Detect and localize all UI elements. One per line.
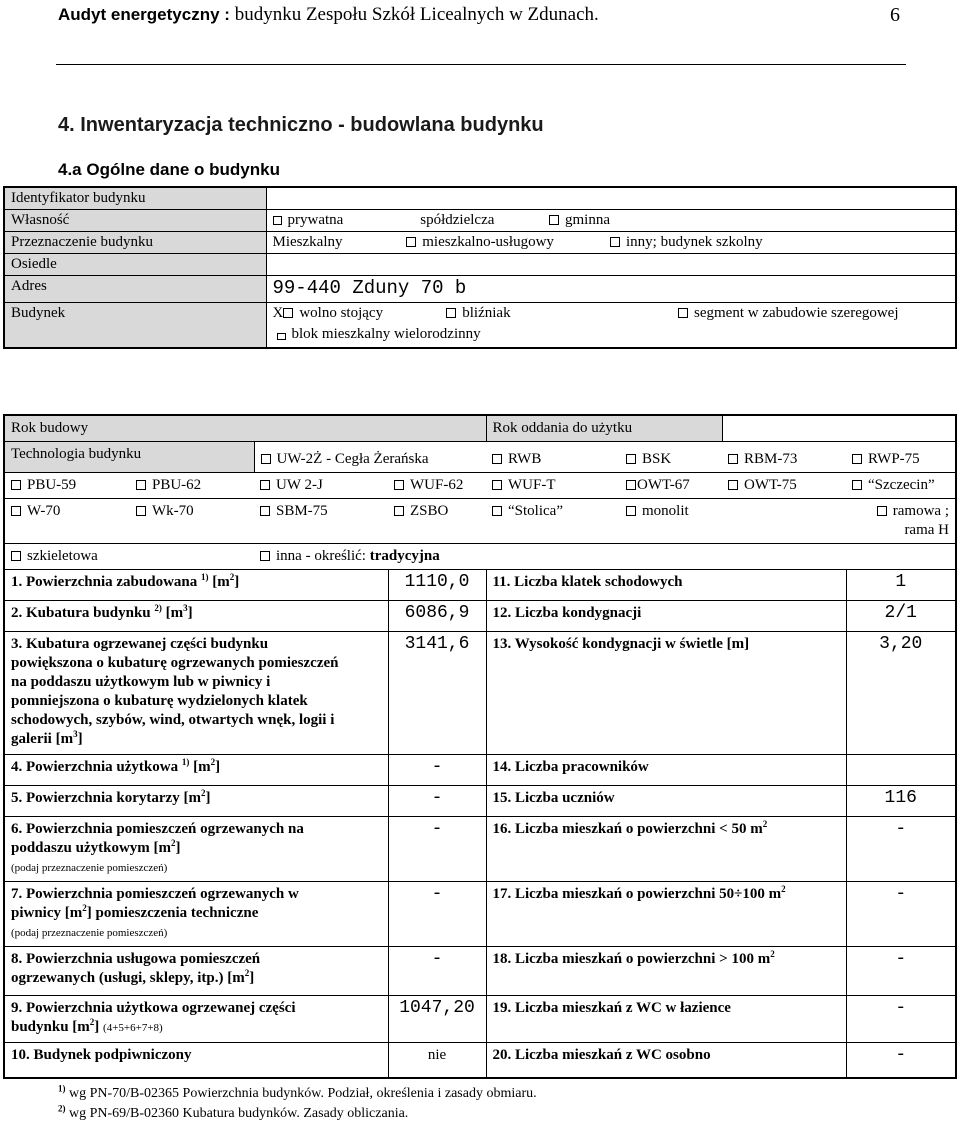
param-right-cell [486, 996, 846, 1043]
checkbox-icon[interactable] [446, 308, 456, 318]
param-unit-exponent: 2 [244, 968, 250, 978]
checkbox-icon[interactable] [11, 506, 21, 516]
param-right-exponent: 2 [762, 819, 768, 829]
checkbox-icon[interactable] [728, 454, 738, 464]
tech-opt [4, 473, 130, 499]
tech-opt-label: ramowa ; rama H [892, 503, 949, 538]
technical-data-table [3, 414, 957, 1079]
tech-opt-label: WUF-T [508, 477, 556, 493]
param-value-cell [388, 947, 486, 996]
param-right-value: 2/1 [884, 603, 917, 623]
checkbox-icon[interactable] [136, 506, 146, 516]
param-right-label: 19. Liczba mieszkań z WC w łazience [492, 1000, 731, 1016]
param-right-cell [486, 817, 846, 882]
checkbox-icon[interactable] [626, 454, 636, 464]
param-value: - [431, 788, 443, 808]
checkbox-icon[interactable] [260, 551, 270, 561]
option-inny: inny; budynek szkolny [626, 234, 763, 250]
tech-opt [486, 499, 620, 544]
checkbox-icon[interactable] [852, 480, 862, 490]
param-left-cell [4, 947, 388, 996]
param-left-cell [4, 996, 388, 1043]
param-value: - [431, 884, 443, 904]
param-unit-end: ] [234, 574, 240, 590]
selected-mark: X [272, 305, 284, 321]
footnote-mark: 2) [58, 1103, 66, 1114]
param-note: (podaj przeznaczenie pomieszczeń) [11, 927, 168, 939]
tech-opt [846, 499, 956, 544]
checkbox-icon[interactable] [11, 480, 21, 490]
param-row [4, 570, 956, 601]
checkbox-icon[interactable] [492, 454, 502, 464]
param-row [4, 996, 956, 1043]
checkbox-icon[interactable] [277, 333, 286, 340]
param-unit-exponent: 2 [82, 903, 87, 913]
param-unit-end: ] [215, 759, 221, 775]
tech-opt-label: inna - określić: [276, 548, 366, 564]
label-adres: Adres [4, 276, 266, 303]
tech-opt [4, 499, 130, 544]
param-unit-exponent: 2 [89, 1017, 95, 1027]
checkbox-icon[interactable] [273, 216, 282, 225]
tech-opt-label: W-70 [27, 503, 61, 519]
value-przeznaczenie [266, 232, 956, 254]
param-right-value-cell [846, 996, 956, 1043]
param-right-value: - [895, 949, 907, 969]
param-label: 1. Powierzchnia zabudowana [11, 574, 198, 590]
tech-opt-label: monolit [642, 503, 689, 519]
param-footnote-ref: 2) [154, 603, 162, 613]
param-footnote-ref: 1) [201, 572, 209, 582]
param-right-value-cell [846, 601, 956, 632]
value-osiedle [266, 254, 956, 276]
param-right-value: - [895, 998, 907, 1018]
param-unit-exponent: 2 [200, 788, 206, 798]
checkbox-icon[interactable] [11, 551, 21, 561]
tech-opt-label: szkieletowa [27, 548, 98, 564]
param-left-cell [4, 570, 388, 601]
tech-opt-bsk [620, 442, 722, 473]
param-value-cell [388, 601, 486, 632]
tech-opt-label: PBU-62 [152, 477, 202, 493]
tech-opt [388, 473, 486, 499]
checkbox-icon[interactable] [394, 480, 404, 490]
tech-opt-rwp75 [846, 442, 956, 473]
checkbox-icon[interactable] [877, 506, 887, 516]
tech-opt-label: RWB [508, 451, 542, 467]
param-right-label: 17. Liczba mieszkań o powierzchni 50÷100 m [492, 886, 782, 902]
option-blizniak: bliźniak [462, 305, 511, 321]
param-value-cell [388, 882, 486, 947]
tech-opt-label: BSK [642, 451, 672, 467]
param-right-value-cell [846, 947, 956, 996]
param-left-cell [4, 882, 388, 947]
param-right-value: - [895, 819, 907, 839]
param-right-value: 3,20 [879, 634, 923, 654]
checkbox-icon[interactable] [610, 237, 620, 247]
param-left-cell [4, 817, 388, 882]
tech-opt [4, 544, 254, 570]
checkbox-icon[interactable] [136, 480, 146, 490]
param-unit-exponent: 2 [229, 572, 235, 582]
param-label: 10. Budynek podpiwniczony [11, 1047, 192, 1063]
label-rok-budowy: Rok budowy [4, 415, 486, 442]
header-title: budynku Zespołu Szkół Licealnych w Zdunach. [234, 4, 599, 25]
param-note: (4+5+6+7+8) [103, 1022, 163, 1034]
checkbox-icon[interactable] [394, 506, 404, 516]
param-right-value-cell [846, 786, 956, 817]
param-value-cell [388, 755, 486, 786]
label-osiedle: Osiedle [4, 254, 266, 276]
value-adres [266, 276, 956, 303]
label-rok-oddania: Rok oddania do użytku [486, 415, 722, 442]
option-wolno-stojacy: wolno stojący [299, 305, 384, 321]
tech-opt [620, 499, 846, 544]
tech-opt-rbm73 [722, 442, 846, 473]
tech-opt-label: RBM-73 [744, 451, 798, 467]
param-unit-exponent: 3 [183, 603, 188, 613]
param-right-value-cell [846, 570, 956, 601]
section-subheading: 4.a Ogólne dane o budynku [58, 160, 280, 179]
checkbox-icon[interactable] [852, 454, 862, 464]
param-value: 3141,6 [404, 634, 470, 654]
param-value: - [431, 757, 443, 777]
param-right-value: - [895, 1045, 907, 1065]
param-unit: [m [161, 605, 184, 621]
param-unit-exponent: 2 [210, 757, 216, 767]
value-wlasnosc [266, 210, 956, 232]
param-left-cell [4, 601, 388, 632]
param-row [4, 882, 956, 947]
tech-opt-label: OWT-67 [637, 477, 690, 493]
footnote-mark: 1) [58, 1083, 66, 1094]
checkbox-icon[interactable] [549, 215, 559, 225]
param-row [4, 786, 956, 817]
param-value-cell [388, 817, 486, 882]
tech-opt-label: RWP-75 [868, 451, 920, 467]
param-value-cell [388, 996, 486, 1043]
param-right-value: - [895, 884, 907, 904]
checkbox-icon[interactable] [260, 480, 270, 490]
param-unit-exponent: 3 [73, 729, 78, 739]
param-right-cell [486, 786, 846, 817]
param-left-cell [4, 1043, 388, 1079]
footnote-2 [58, 1103, 409, 1122]
param-unit-end: ] pomieszczenia techniczne [86, 905, 259, 921]
param-unit: [m [189, 759, 211, 775]
param-right-cell [486, 882, 846, 947]
label-technologia: Technologia budynku [4, 442, 254, 473]
param-footnote-ref: 1) [181, 757, 190, 767]
label-wlasnosc: Własność [4, 210, 266, 232]
param-label: 9. Powierzchnia użytkowa ogrzewanej części budynku [m [11, 1000, 296, 1035]
param-value: - [431, 949, 443, 969]
value-budynek [266, 303, 956, 349]
address-value: 99-440 Zduny 70 b [272, 277, 467, 299]
tech-opt [388, 499, 486, 544]
tech-opt [846, 473, 956, 499]
tech-opt [130, 473, 254, 499]
option-segment: segment w zabudowie szeregowej [694, 305, 899, 321]
value-identyfikator [266, 187, 956, 210]
option-blok: blok mieszkalny wielorodzinny [291, 326, 481, 342]
param-left-cell [4, 632, 388, 755]
param-value: 6086,9 [404, 603, 470, 623]
checkbox-icon[interactable] [261, 454, 271, 464]
param-right-value-cell [846, 882, 956, 947]
param-row [4, 817, 956, 882]
param-right-cell [486, 601, 846, 632]
checkbox-icon[interactable] [492, 480, 502, 490]
param-right-value-cell [846, 1043, 956, 1079]
tech-opt-label: PBU-59 [27, 477, 77, 493]
checkbox-icon[interactable] [406, 237, 416, 247]
param-label: 3. Kubatura ogrzewanej części budynku powiększona o kubaturę ogrzewanych pomieszczeń na poddaszu użytkowym lub w piwnicy i pomniejszona o kubaturę wydzielonych klatek schodowych, szybów, wind, otwartych wnęk, logii i galerii [m [11, 636, 339, 747]
param-row [4, 755, 956, 786]
tech-opt-label: UW 2-J [276, 477, 323, 493]
param-value: nie [427, 1047, 447, 1063]
param-value-cell [388, 632, 486, 755]
tech-opt-label: ZSBO [410, 503, 449, 519]
param-left-cell [4, 786, 388, 817]
param-right-cell [486, 632, 846, 755]
tech-opt-label: “Szczecin” [868, 477, 935, 493]
tech-opt-label: SBM-75 [276, 503, 328, 519]
tech-opt [486, 473, 620, 499]
label-budynek: Budynek [4, 303, 266, 349]
param-right-label: 12. Liczba kondygnacji [492, 605, 642, 621]
page-header [58, 4, 599, 26]
header-label: Audyt energetyczny : [58, 5, 230, 24]
tech-opt [254, 473, 388, 499]
param-right-value: 1 [895, 572, 907, 592]
param-right-value: 116 [884, 788, 917, 808]
checkbox-icon[interactable] [283, 308, 293, 318]
param-note: (podaj przeznaczenie pomieszczeń) [11, 862, 168, 874]
param-value: - [431, 819, 443, 839]
param-right-label: 20. Liczba mieszkań z WC osobno [492, 1047, 711, 1063]
tech-opt [722, 473, 846, 499]
general-data-table [3, 186, 957, 349]
param-row [4, 632, 956, 755]
param-label: 7. Powierzchnia pomieszczeń ogrzewanych w piwnicy [m [11, 886, 299, 921]
section-heading: 4. Inwentaryzacja techniczno - budowlana budynku [58, 114, 544, 136]
param-right-cell [486, 947, 846, 996]
param-right-exponent: 2 [781, 884, 786, 894]
param-value: 1110,0 [404, 572, 470, 592]
page-number: 6 [890, 4, 900, 26]
param-value-cell [388, 570, 486, 601]
param-row [4, 1043, 956, 1079]
param-unit-end: ] [94, 1019, 100, 1035]
inna-value: tradycyjna [369, 548, 440, 564]
param-right-label: 11. Liczba klatek schodowych [492, 574, 683, 590]
tech-opt [620, 473, 722, 499]
footnote-text: wg PN-70/B-02365 Powierzchnia budynków. Podział, określenia i zasady obmiaru. [69, 1086, 537, 1101]
param-right-value-cell [846, 817, 956, 882]
param-label: 8. Powierzchnia usługowa pomieszczeń ogrzewanych (usługi, sklepy, itp.) [m [11, 951, 261, 986]
param-right-exponent: 2 [770, 949, 775, 959]
checkbox-icon[interactable] [626, 480, 636, 490]
option-mieszkalno-uslugowy: mieszkalno-usługowy [422, 234, 554, 250]
label-przeznaczenie: Przeznaczenie budynku [4, 232, 266, 254]
option-prywatna: prywatna [287, 212, 344, 228]
option-gminna: gminna [565, 212, 610, 228]
param-right-cell [486, 1043, 846, 1079]
tech-opt-inna [254, 544, 956, 570]
tech-opt-rwb [486, 442, 620, 473]
checkbox-icon[interactable] [678, 308, 688, 318]
param-right-label: 13. Wysokość kondygnacji w świetle [m] [492, 636, 750, 652]
tech-opt-uw2z [254, 442, 486, 473]
checkbox-icon[interactable] [260, 506, 270, 516]
tech-opt-label: Wk-70 [152, 503, 194, 519]
param-right-label: 14. Liczba pracowników [492, 759, 649, 775]
param-right-cell [486, 755, 846, 786]
param-unit-end: ] [205, 790, 211, 806]
tech-opt [254, 499, 388, 544]
param-value: 1047,20 [399, 998, 475, 1018]
param-value-cell [388, 1043, 486, 1079]
param-left-cell [4, 755, 388, 786]
value-rok-oddania [722, 415, 956, 442]
param-label: 5. Powierzchnia korytarzy [m [11, 790, 201, 806]
param-unit-end: ] [187, 605, 193, 621]
param-right-label: 15. Liczba uczniów [492, 790, 615, 806]
checkbox-icon[interactable] [728, 480, 738, 490]
param-right-value-cell [846, 632, 956, 755]
tech-opt [130, 499, 254, 544]
option-mieszkalny: Mieszkalny [272, 234, 343, 250]
checkbox-icon[interactable] [492, 506, 502, 516]
footnote-text: wg PN-69/B-02360 Kubatura budynków. Zasady obliczania. [69, 1106, 409, 1121]
param-unit-end: ] [77, 731, 83, 747]
param-unit-exponent: 2 [171, 838, 176, 848]
tech-opt-label: “Stolica” [508, 503, 563, 519]
param-unit-end: ] [175, 840, 181, 856]
param-right-label: 16. Liczba mieszkań o powierzchni < 50 m [492, 821, 763, 837]
param-right-cell [486, 570, 846, 601]
param-value-cell [388, 786, 486, 817]
checkbox-icon[interactable] [626, 506, 636, 516]
param-row [4, 601, 956, 632]
label-identyfikator: Identyfikator budynku [4, 187, 266, 210]
param-right-label: 18. Liczba mieszkań o powierzchni > 100 m [492, 951, 771, 967]
tech-opt-label: OWT-75 [744, 477, 797, 493]
param-right-value-cell [846, 755, 956, 786]
param-label: 4. Powierzchnia użytkowa [11, 759, 179, 775]
param-row [4, 947, 956, 996]
tech-opt-label: WUF-62 [410, 477, 464, 493]
param-label: 2. Kubatura budynku [11, 605, 151, 621]
footnote-1 [58, 1083, 537, 1102]
tech-opt-label: UW-2Ż - Cegła Żerańska [276, 451, 429, 467]
param-label: 6. Powierzchnia pomieszczeń ogrzewanych na poddaszu użytkowym [m [11, 821, 304, 856]
param-unit: [m [208, 574, 230, 590]
header-rule [56, 64, 906, 65]
option-spoldzielcza: spółdzielcza [420, 212, 495, 228]
param-unit-end: ] [249, 970, 255, 986]
